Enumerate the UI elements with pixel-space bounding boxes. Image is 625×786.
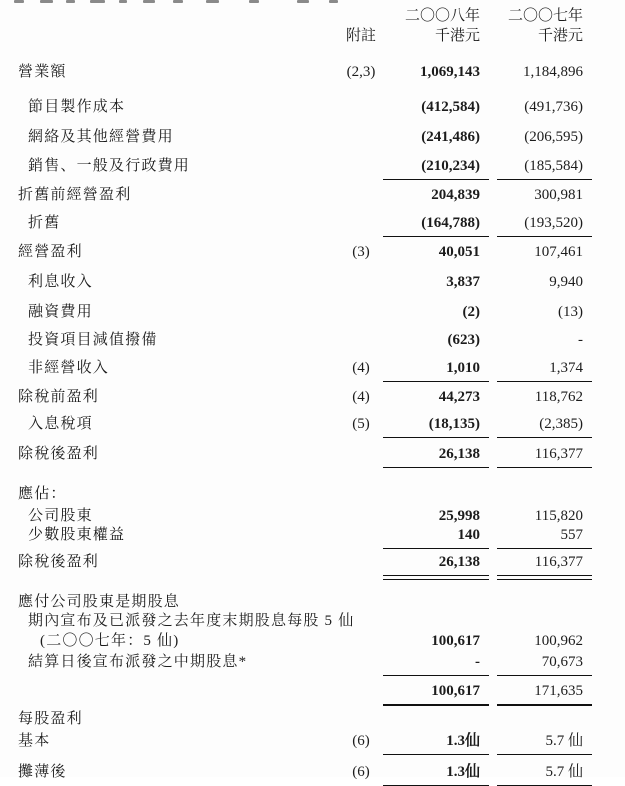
value-2008: - (383, 653, 489, 676)
table-row (18, 387, 625, 407)
value-2007: (2,385) (497, 414, 592, 438)
table-row (18, 242, 625, 262)
value-2008: 26,138 (383, 552, 489, 576)
year-2007-label: 二〇〇七年 (507, 8, 583, 24)
value-2007: 100,962 (534, 633, 583, 649)
value-2008: (412,584) (421, 99, 480, 115)
row-label: 節目製作成本 (28, 99, 126, 115)
table-row (18, 213, 625, 237)
row-note: (3) (352, 244, 370, 260)
value-2008: 40,051 (438, 244, 480, 260)
table-row (18, 185, 625, 205)
value-2007: 116,377 (497, 444, 592, 468)
row-note: (6) (352, 733, 370, 749)
value-2008: 100,617 (383, 681, 489, 706)
table-row (18, 709, 625, 729)
value-2008: 3,837 (446, 274, 480, 290)
row-label: 利息收入 (28, 274, 93, 290)
value-2008: (241,486) (421, 129, 480, 145)
value-2008: 204,839 (431, 187, 480, 203)
row-note: (6) (352, 764, 370, 780)
row-label: 營業額 (18, 64, 67, 80)
value-2008: 1.3仙 (383, 731, 489, 755)
table-row (18, 358, 625, 382)
value-2007: (206,595) (524, 129, 583, 145)
column-header-2008 (383, 6, 489, 46)
value-2007: 116,377 (497, 552, 592, 576)
value-2007: - (578, 332, 583, 348)
statement-rows (18, 62, 625, 786)
year-2008-label: 二〇〇八年 (404, 8, 480, 24)
table-row (18, 593, 625, 612)
row-label: 投資項目減值撥備 (28, 332, 158, 348)
table-row (18, 484, 625, 504)
value-2007: (193,520) (497, 213, 592, 237)
row-label: 折舊 (28, 215, 61, 231)
value-2008: (2) (462, 304, 480, 320)
row-label: 除稅後盈利 (18, 446, 100, 462)
row-label: 融資費用 (28, 304, 93, 320)
unit-2008-label: 千港元 (434, 28, 480, 44)
row-note: (4) (352, 389, 370, 405)
value-2007: 300,981 (534, 187, 583, 203)
row-label: 入息稅項 (28, 416, 93, 432)
table-row (18, 414, 625, 438)
table-row (18, 127, 625, 147)
value-2007: 171,635 (497, 681, 592, 706)
table-row (18, 62, 625, 82)
row-label: 應佔： (18, 486, 67, 502)
value-2007: 70,673 (497, 653, 592, 676)
value-2007: 1,374 (497, 358, 592, 382)
table-row (18, 681, 625, 706)
value-2008: (210,234) (383, 156, 489, 180)
value-2007: 115,820 (534, 508, 583, 524)
row-label: 結算日後宣布派發之中期股息* (28, 654, 248, 670)
row-label: 銷售、一般及行政費用 (28, 158, 191, 174)
value-2007: 5.7 仙 (497, 762, 592, 786)
table-header (18, 0, 625, 46)
value-2007: 107,461 (534, 244, 583, 260)
value-2007: 118,762 (534, 389, 583, 405)
value-2007: 557 (497, 526, 592, 549)
value-2008: (164,788) (383, 213, 489, 237)
row-label: 少數股東權益 (28, 527, 126, 543)
value-2007: (491,736) (524, 99, 583, 115)
table-row (18, 526, 625, 549)
row-label: 每股盈利 (18, 711, 83, 727)
value-2008: 1,069,143 (420, 64, 480, 80)
notes-column-header: 附註 (345, 28, 376, 44)
value-2007: 5.7 仙 (497, 731, 592, 755)
value-2007: 9,940 (549, 274, 583, 290)
row-label: 基本 (18, 733, 51, 749)
row-note: (4) (352, 360, 370, 376)
unit-2007-label: 千港元 (537, 28, 583, 44)
row-label: 網絡及其他經營費用 (28, 129, 174, 145)
value-2008: 26,138 (383, 444, 489, 468)
row-label: 除稅後盈利 (18, 554, 100, 570)
value-2008: (623) (447, 332, 480, 348)
value-2008: 1.3仙 (383, 762, 489, 786)
table-row (18, 302, 625, 322)
table-row (18, 444, 625, 468)
row-label: 折舊前經營盈利 (18, 187, 132, 203)
table-row (18, 632, 625, 651)
value-2008: 100,617 (431, 633, 480, 649)
row-label: 除稅前盈利 (18, 389, 100, 405)
value-2007: (13) (558, 304, 583, 320)
value-2008: 25,998 (438, 508, 480, 524)
table-row (18, 156, 625, 180)
row-label: 公司股東 (28, 508, 93, 524)
table-row (18, 731, 625, 755)
value-2007: 1,184,896 (523, 64, 583, 80)
clipped-text-fragments (0, 0, 625, 5)
table-row (18, 762, 625, 786)
row-label: (二〇〇七年：5 仙) (40, 633, 180, 649)
value-2008: 44,273 (438, 389, 480, 405)
column-header-2007 (497, 6, 592, 46)
value-2008: 1,010 (383, 358, 489, 382)
value-2007: (185,584) (497, 156, 592, 180)
table-row (18, 330, 625, 350)
value-2008: (18,135) (383, 414, 489, 438)
row-label: 應付公司股東是期股息 (18, 594, 181, 610)
row-note: (2,3) (346, 64, 376, 80)
row-label: 非經營收入 (28, 360, 110, 376)
table-row (18, 552, 625, 576)
table-row (18, 612, 625, 631)
row-note: (5) (352, 416, 370, 432)
row-label: 期內宣布及已派發之去年度末期股息每股 5 仙 (28, 613, 355, 629)
row-label: 經營盈利 (18, 244, 83, 260)
table-row (18, 97, 625, 117)
row-label: 攤薄後 (18, 764, 67, 780)
value-2008: 140 (383, 526, 489, 549)
table-row (18, 272, 625, 292)
table-row (18, 507, 625, 526)
table-row (18, 653, 625, 676)
